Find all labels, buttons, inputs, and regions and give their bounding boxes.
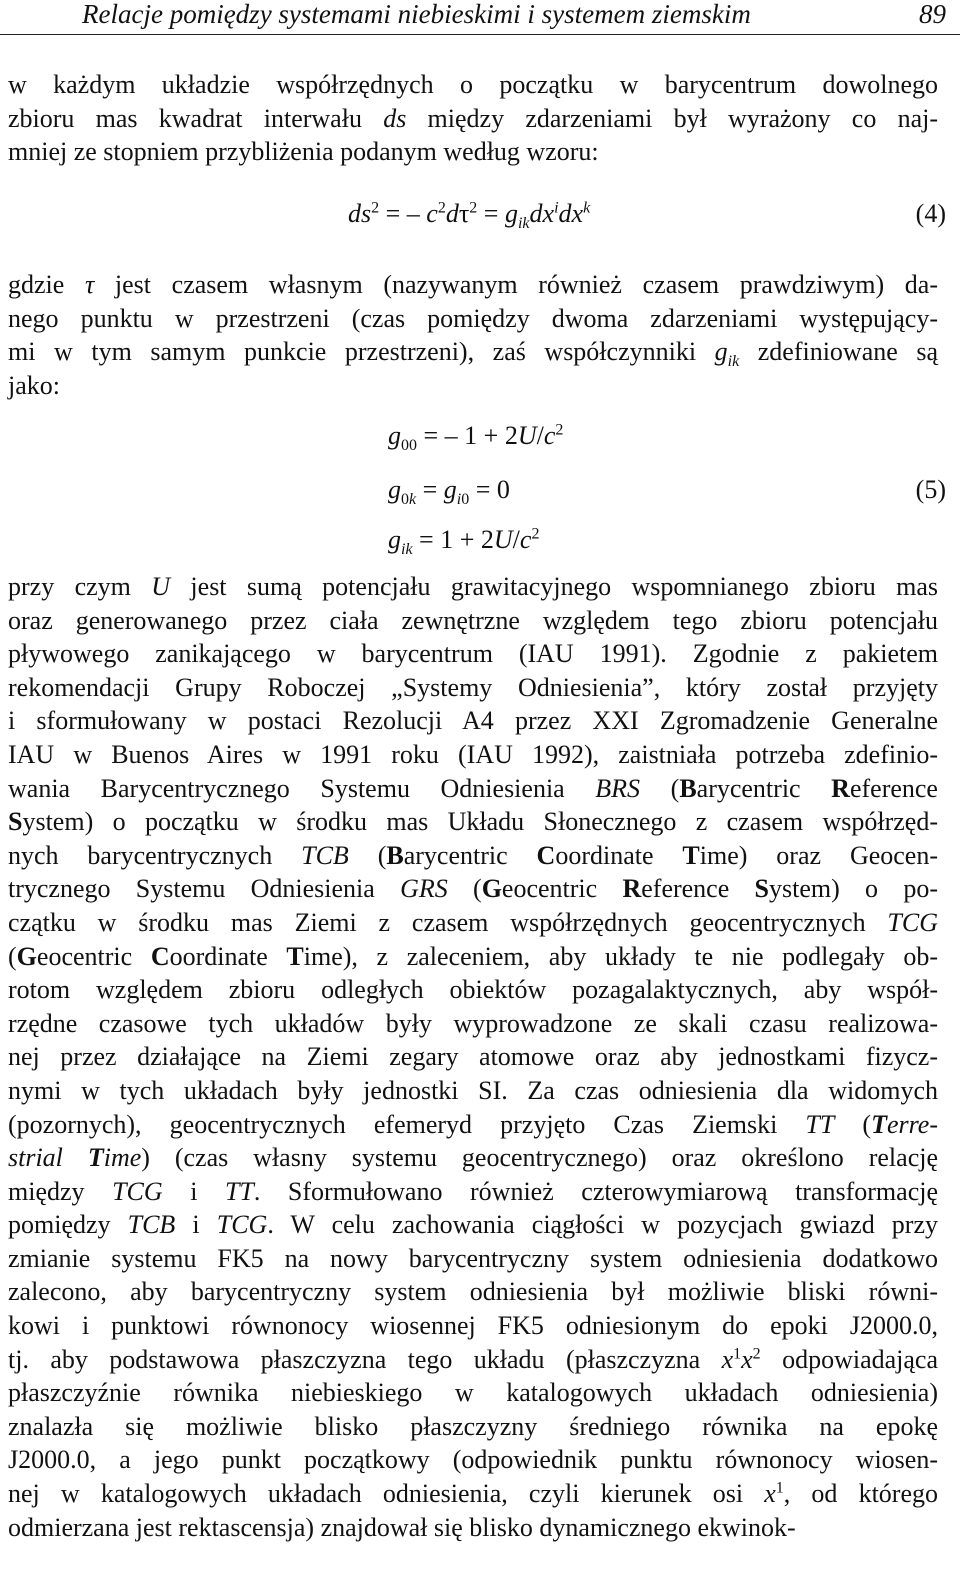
text-line: i sformułowany w postaci Rezolucji A4 przez XXI Zgromadzenie Generalne: [8, 706, 938, 736]
paragraph-intro: [8, 68, 938, 169]
text-line: nego punktu w przestrzeni (czas pomiędzy dwoma zdarzeniami występujący-: [8, 303, 938, 333]
text-line: mniej ze stopniem przybliżenia podanym według wzoru:: [8, 137, 599, 167]
text-line: (pozornych), geocentrycznych efemeryd przyjęto Czas Ziemski TT (Terre-: [8, 1109, 938, 1139]
text-line: płaszczyźnie równika niebieskiego w katalogowych układach odniesienia): [8, 1378, 938, 1408]
text-line: przy czym U jest sumą potencjału grawitacyjnego wspomnianego zbioru mas: [8, 572, 938, 601]
equation-5-number: (5): [915, 475, 946, 504]
text-line: zmianie systemu FK5 na nowy barycentryczny system odniesienia dodatkowo: [8, 1243, 938, 1273]
paragraph-definition: [8, 268, 938, 402]
text-line: pływowego zanikającego w barycentrum (IAU 1991). Zgodnie z pakietem: [8, 639, 938, 669]
text-line: tj. aby podstawowa płaszczyzna tego układu (płaszczyzna $x^1x^2$ odpowiadająca: [8, 1344, 938, 1374]
running-title: Relacje pomiędzy systemami niebieskimi i systemem ziemskim: [82, 0, 751, 29]
text-line: zbioru mas kwadrat interwału ds między zdarzeniami był wyrażony co naj-: [8, 103, 938, 133]
running-header: [0, 0, 960, 35]
text-line: między TCG i TT. Sformułowano również czterowymiarową transformację: [8, 1176, 938, 1206]
text-line: odmierzana jest rektascensja) znajdował się blisko dynamicznego ekwinok-: [8, 1512, 796, 1542]
text-line: gdzie τ jest czasem własnym (nazywanym również czasem prawdziwym) da-: [8, 270, 938, 299]
text-line: System) o początku w środku mas Układu Słonecznego z czasem współrzęd-: [8, 807, 938, 837]
text-line: oraz generowanego przez ciała zewnętrzne względem tego zbioru potencjału: [8, 605, 938, 635]
text-line: J2000.0, a jego punkt początkowy (odpowiednik punktu równonocy wiosen-: [8, 1445, 938, 1475]
text-line: wania Barycentrycznego Systemu Odniesienia BRS (Barycentric Reference: [8, 773, 938, 803]
text-line: nych barycentrycznych TCB (Barycentric Coordinate Time) oraz Geocen-: [8, 840, 938, 870]
equation-4: $ds^2$ = – $c^2d\tau^2 = g_{ik}dx^idx^k$: [348, 199, 591, 233]
text-line: rekomendacji Grupy Roboczej „Systemy Odniesienia”, który został przyjęty: [8, 672, 938, 702]
text-line: pomiędzy TCB i TCG. W celu zachowania ciągłości w pozycjach gwiazd przy: [8, 1210, 939, 1240]
text-line: nymi w tych układach były jednostki SI. Za czas odniesienia dla widomych: [8, 1075, 938, 1105]
equation-5-line-1: $g_{00}$ = – $1 + 2U/c^2$: [388, 421, 564, 455]
text-line: w każdym układzie współrzędnych o początku w barycentrum dowolnego: [8, 70, 938, 99]
text-line: (Geocentric Coordinate Time), z zaleceniem, aby układy te nie podlegały ob-: [8, 941, 938, 971]
equation-5-line-2: $g_{0k} = g_{i0} = 0$: [388, 475, 510, 509]
text-line: strial Time) (czas własny systemu geocentrycznego) oraz określono relację: [8, 1143, 938, 1173]
text-line: nej przez działające na Ziemi zegary atomowe oraz aby jednostkami fizycz-: [8, 1042, 938, 1072]
text-line: znalazła się możliwie blisko płaszczyzny średniego równika na epokę: [8, 1411, 938, 1441]
text-line: zalecono, aby barycentryczny system odniesienia był możliwie bliski równi-: [8, 1277, 938, 1307]
paragraph-main: [8, 570, 938, 1544]
text-line: rotom względem zbioru odległych obiektów pozagalaktycznych, aby współ-: [8, 975, 938, 1005]
text-line: IAU w Buenos Aires w 1991 roku (IAU 1992), zaistniała potrzeba zdefinio-: [8, 739, 938, 769]
text-line: mi w tym samym punkcie przestrzeni), zaś współczynniki $g_{ik}$ zdefiniowane są: [8, 337, 938, 371]
text-line: rzędne czasowe tych układów były wyprowadzone ze skali czasu realizowa-: [8, 1008, 938, 1038]
text-line: trycznego Systemu Odniesienia GRS (Geocentric Reference System) o po-: [8, 874, 938, 904]
text-line: jako:: [8, 370, 60, 400]
text-line: kowi i punktowi równonocy wiosennej FK5 odniesionym do epoki J2000.0,: [8, 1311, 938, 1341]
page-number: 89: [919, 0, 946, 29]
equation-5-line-3: $g_{ik} = 1 + 2U/c^2$: [388, 525, 540, 559]
equation-4-number: (4): [915, 199, 946, 228]
text-line: nej w katalogowych układach odniesienia, czyli kierunek osi $x^1$, od którego: [8, 1479, 938, 1509]
text-line: czątku w środku mas Ziemi z czasem współrzędnych geocentrycznych TCG: [8, 907, 938, 937]
